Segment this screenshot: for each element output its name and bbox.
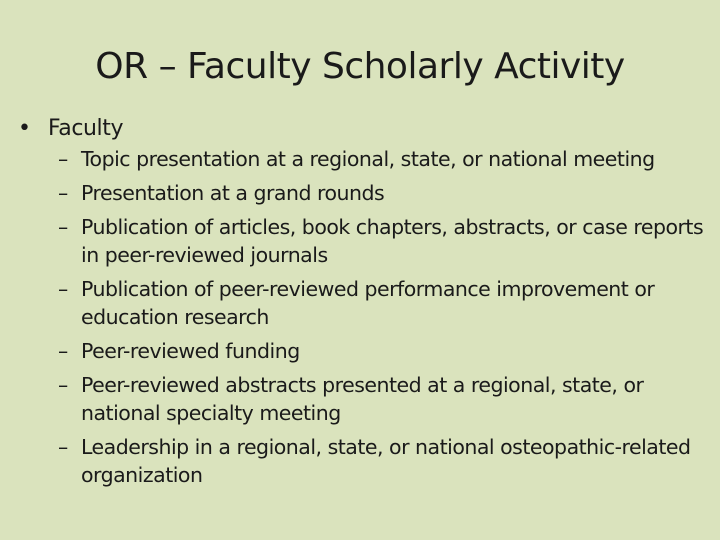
sub-bullet-item bbox=[18, 337, 708, 365]
dash-icon: – bbox=[58, 277, 68, 301]
dash-icon: – bbox=[58, 435, 68, 459]
sub-bullet-text: Presentation at a grand rounds bbox=[81, 181, 385, 205]
slide-content bbox=[18, 115, 708, 495]
dash-icon: – bbox=[58, 215, 68, 239]
bullet-faculty bbox=[18, 115, 708, 143]
dash-icon: – bbox=[58, 147, 68, 171]
sub-bullet-text: Publication of peer-reviewed performance improvement or education research bbox=[81, 277, 655, 329]
sub-bullet-item bbox=[18, 179, 708, 207]
bullet-label: Faculty bbox=[48, 116, 124, 141]
sub-bullet-item bbox=[18, 145, 708, 173]
sub-bullet-item bbox=[18, 433, 708, 489]
sub-bullet-item bbox=[18, 371, 708, 427]
sub-bullet-text: Publication of articles, book chapters, abstracts, or case reports in peer-reviewed journals bbox=[81, 215, 704, 267]
sub-bullet-text: Peer-reviewed funding bbox=[81, 339, 300, 363]
sub-bullet-list bbox=[18, 145, 708, 489]
sub-bullet-item bbox=[18, 275, 708, 331]
dash-icon: – bbox=[58, 339, 68, 363]
slide-title: OR – Faculty Scholarly Activity bbox=[95, 46, 625, 87]
dash-icon: – bbox=[58, 373, 68, 397]
bullet-icon: • bbox=[18, 116, 31, 141]
dash-icon: – bbox=[58, 181, 68, 205]
sub-bullet-text: Leadership in a regional, state, or national osteopathic-related organization bbox=[81, 435, 691, 487]
sub-bullet-item bbox=[18, 213, 708, 269]
sub-bullet-text: Peer-reviewed abstracts presented at a regional, state, or national specialty meeting bbox=[81, 373, 644, 425]
sub-bullet-text: Topic presentation at a regional, state, or national meeting bbox=[81, 147, 655, 171]
